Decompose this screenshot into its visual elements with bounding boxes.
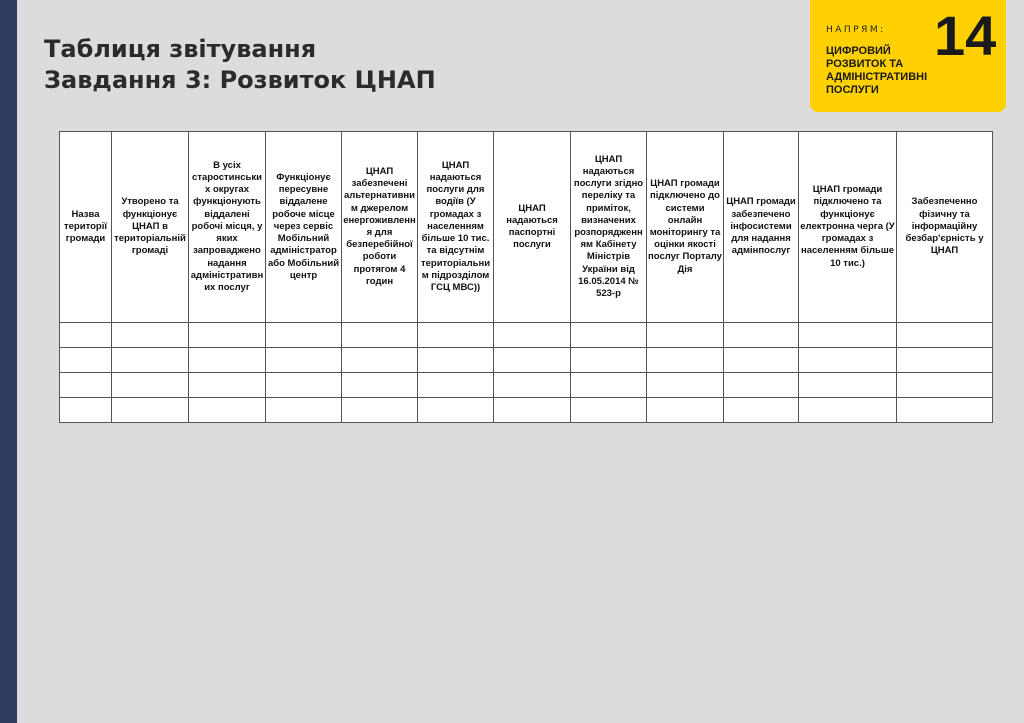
table-cell[interactable] <box>494 398 571 423</box>
table-cell[interactable] <box>418 348 494 373</box>
table-row <box>60 373 993 398</box>
table-cell[interactable] <box>724 373 799 398</box>
badge-heading: НАПРЯМ: <box>826 25 886 35</box>
table-cell[interactable] <box>897 398 993 423</box>
column-header: ЦНАП надаються паспортні послуги <box>494 132 571 323</box>
column-header: Забезпеченно фізичну та інформаційну безбар'єрність у ЦНАП <box>897 132 993 323</box>
table-cell[interactable] <box>342 373 418 398</box>
table-cell[interactable] <box>897 348 993 373</box>
table-cell[interactable] <box>418 373 494 398</box>
direction-badge <box>810 0 1006 112</box>
table-cell[interactable] <box>60 373 112 398</box>
table-cell[interactable] <box>724 323 799 348</box>
table-cell[interactable] <box>266 398 342 423</box>
table-cell[interactable] <box>799 348 897 373</box>
table-row <box>60 348 993 373</box>
table-cell[interactable] <box>189 373 266 398</box>
badge-line: АДМІНІСТРАТИВНІ <box>826 71 928 83</box>
page-title <box>44 34 436 96</box>
table-row <box>60 398 993 423</box>
table-cell[interactable] <box>60 348 112 373</box>
table-cell[interactable] <box>189 398 266 423</box>
column-header: В усіх старостинських округах функціонують віддалені робочі місця, у яких запроваджено надання адміністративних послуг <box>189 132 266 323</box>
table-cell[interactable] <box>647 348 724 373</box>
table-cell[interactable] <box>112 373 189 398</box>
table-cell[interactable] <box>112 348 189 373</box>
table-cell[interactable] <box>342 348 418 373</box>
table-row <box>60 323 993 348</box>
table-cell[interactable] <box>571 373 647 398</box>
table-cell[interactable] <box>418 323 494 348</box>
table-cell[interactable] <box>897 373 993 398</box>
badge-line: ЦИФРОВИЙ <box>826 45 891 57</box>
column-header: Функціонує пересувне віддалене робоче місце через сервіс Мобільний адміністратор або Мобільний центр <box>266 132 342 323</box>
table-cell[interactable] <box>342 398 418 423</box>
badge-number: 14 <box>934 4 997 67</box>
table-body <box>60 323 993 423</box>
table-cell[interactable] <box>266 348 342 373</box>
column-header: ЦНАП надаються послуги для водіїв (У громадах з населенням більше 10 тис. та відсутнім територіальним підрозділом ГСЦ МВС)) <box>418 132 494 323</box>
badge-text <box>826 45 927 97</box>
table-cell[interactable] <box>112 398 189 423</box>
table-cell[interactable] <box>494 323 571 348</box>
report-table <box>59 131 993 423</box>
title-line-1: Таблиця звітування <box>44 35 317 63</box>
table-cell[interactable] <box>418 398 494 423</box>
column-header: ЦНАП громади підключено та функціонує електронна черга (У громадах з населенням більше 10 тис.) <box>799 132 897 323</box>
badge-line: ПОСЛУГИ <box>826 84 879 96</box>
table-cell[interactable] <box>60 323 112 348</box>
table-cell[interactable] <box>571 398 647 423</box>
table-cell[interactable] <box>799 323 897 348</box>
table-cell[interactable] <box>647 373 724 398</box>
table-header-row <box>60 132 993 323</box>
table-cell[interactable] <box>189 348 266 373</box>
table-cell[interactable] <box>799 373 897 398</box>
table-cell[interactable] <box>724 348 799 373</box>
column-header: ЦНАП громади підключено до системи онлайн моніторингу та оцінки якості послуг Порталу Дія <box>647 132 724 323</box>
left-accent-bar <box>0 0 17 723</box>
table-cell[interactable] <box>647 323 724 348</box>
table-cell[interactable] <box>571 323 647 348</box>
table-cell[interactable] <box>112 323 189 348</box>
column-header: ЦНАП забезпечені альтернативним джерелом енергоживлення для безперебійної роботи протягом 4 годин <box>342 132 418 323</box>
column-header: ЦНАП громади забезпечено інфосистеми для надання адмінпослуг <box>724 132 799 323</box>
column-header: Утворено та функціонує ЦНАП в територіальній громаді <box>112 132 189 323</box>
table-cell[interactable] <box>494 373 571 398</box>
table-cell[interactable] <box>571 348 647 373</box>
title-line-2: Завдання 3: Розвиток ЦНАП <box>44 66 436 94</box>
table-cell[interactable] <box>897 323 993 348</box>
table-cell[interactable] <box>342 323 418 348</box>
table-cell[interactable] <box>799 398 897 423</box>
table-cell[interactable] <box>724 398 799 423</box>
column-header: ЦНАП надаються послуги згідно переліку та приміток, визначених розпорядженням Кабінету Міністрів України від 16.05.2014 № 523-р <box>571 132 647 323</box>
table-cell[interactable] <box>189 323 266 348</box>
table-cell[interactable] <box>647 398 724 423</box>
column-header: Назва території громади <box>60 132 112 323</box>
table-cell[interactable] <box>266 323 342 348</box>
table-cell[interactable] <box>266 373 342 398</box>
table-cell[interactable] <box>60 398 112 423</box>
badge-line: РОЗВИТОК ТА <box>826 58 904 70</box>
table-cell[interactable] <box>494 348 571 373</box>
